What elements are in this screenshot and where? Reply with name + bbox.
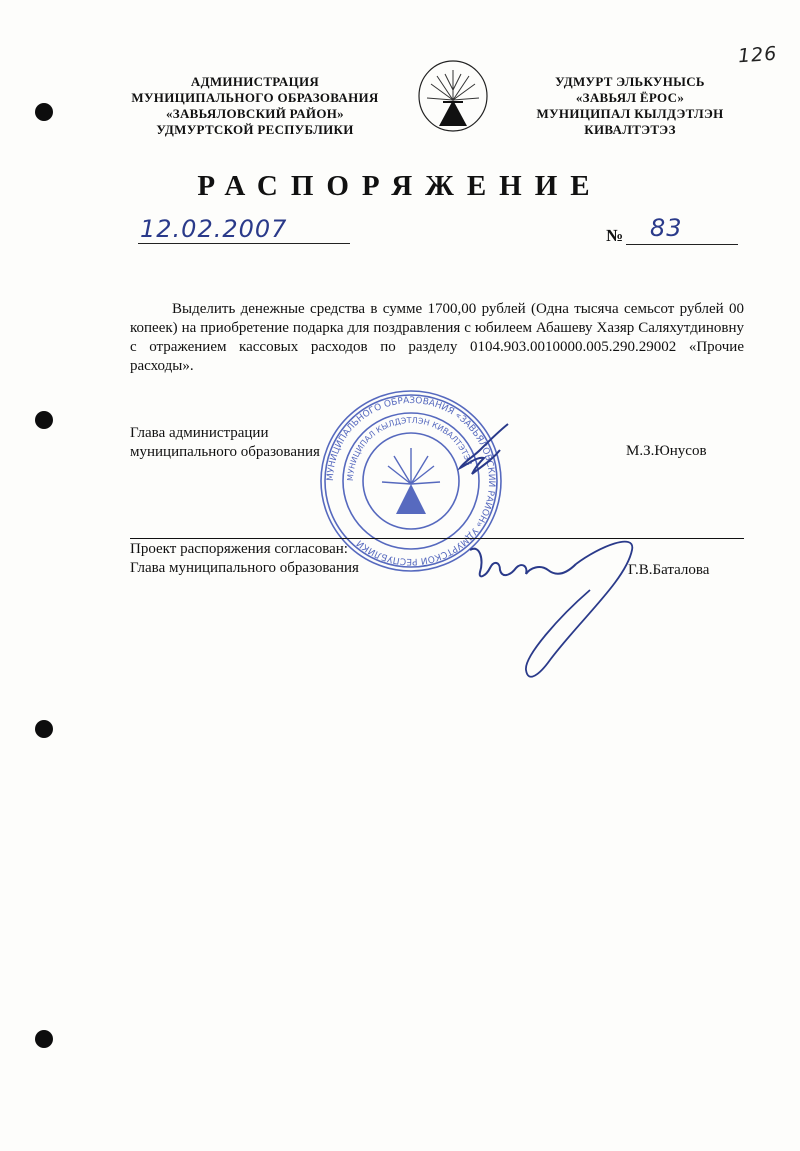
header-right-line: «ЗАВЬЯЛ ЁРОС» <box>575 90 685 105</box>
header-left-line: АДМИНИСТРАЦИЯ <box>190 74 320 89</box>
number-label: № <box>606 226 624 245</box>
head-label-line: Глава администрации <box>130 425 269 441</box>
punch-hole <box>35 411 53 429</box>
order-body-text: Выделить денежные средства в сумме 1700,00 рублей (Одна тысяча семьсот рублей 00 копеек) на приобретение подарка для поздравления с юбилеем Абашеву Хазяр Саляхутдиновну с отражением кассовых расходов по разделу 0104.903.0010000.005.290.29002 «Прочие расходы». <box>130 301 744 374</box>
stamp-outer-text: МУНИЦИПАЛЬНОГО ОБРАЗОВАНИЯ «ЗАВЬЯЛОВСКИЙ РАЙОН» УДМУРТСКОЙ РЕСПУБЛИКИ <box>325 395 497 567</box>
approval-label-line: Глава муниципального образования <box>130 560 359 576</box>
approver-signature <box>440 520 670 690</box>
head-name: М.З.Юнусов <box>626 443 707 459</box>
header-right <box>520 74 740 138</box>
header-left-line: УДМУРТСКОЙ РЕСПУБЛИКИ <box>156 122 354 137</box>
header-left-line: «ЗАВЬЯЛОВСКИЙ РАЙОН» <box>166 106 344 121</box>
document-number: 83 <box>650 214 683 242</box>
header-right-line: УДМУРТ ЭЛЬКУНЫСЬ <box>555 74 705 89</box>
header-left-line: МУНИЦИПАЛЬНОГО ОБРАЗОВАНИЯ <box>131 90 379 105</box>
stamp-inner-text: МУНИЦИПАЛ КЫЛДЭТЛЭН КИВАЛТЭТЭЗ <box>345 415 474 482</box>
number-underline <box>626 244 738 245</box>
approval-label-line: Проект распоряжения согласован: <box>130 541 348 557</box>
date-underline <box>138 243 350 244</box>
document-date: 12.02.2007 <box>140 215 288 243</box>
punch-hole <box>35 720 53 738</box>
header-right-line: МУНИЦИПАЛ КЫЛДЭТЛЭН <box>536 106 724 121</box>
head-label-line: муниципального образования <box>130 444 320 460</box>
head-signature <box>438 420 518 480</box>
archive-number: 126 <box>737 42 778 68</box>
punch-hole <box>35 1030 53 1048</box>
punch-hole <box>35 103 53 121</box>
head-signature-label <box>130 424 320 462</box>
header-right-line: КИВАЛТЭТЭЗ <box>584 122 676 137</box>
coat-of-arms-emblem <box>417 60 489 132</box>
approval-label <box>130 540 359 578</box>
header-left <box>110 74 400 138</box>
approver-name: Г.В.Баталова <box>628 562 710 578</box>
document-title: РАСПОРЯЖЕНИЕ <box>197 170 603 202</box>
